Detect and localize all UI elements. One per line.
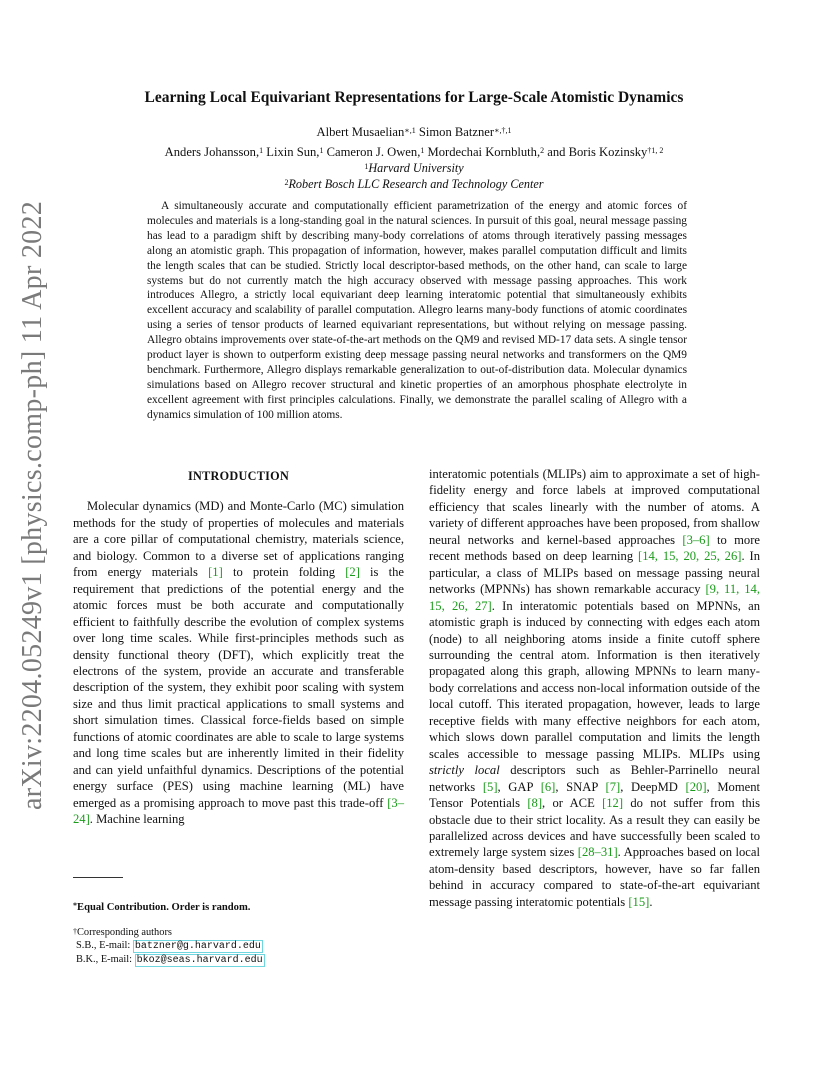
emphasis-text: strictly local (429, 763, 500, 778)
author-affil-marker: 1 (259, 146, 264, 155)
citation-link[interactable]: [2] (345, 565, 360, 580)
arxiv-identifier: arXiv:2204.05249v1 [physics.comp-ph] 11 Apr 2022 (17, 200, 48, 810)
body-text: descriptors such as Behler-Parrinello neural networks (429, 763, 760, 794)
citation-link[interactable]: [3–24] (73, 795, 404, 827)
author-line-1 (100, 122, 728, 142)
body-text: . (649, 894, 653, 909)
citation-link[interactable]: [20] (685, 779, 707, 794)
footnote-corresponding (73, 926, 265, 967)
author-name: Simon Batzner (418, 125, 495, 139)
abstract: A simultaneously accurate and computationally efficient parametrization of the energy and atomic forces of molecules and materials is a long-standing goal in the natural sciences. In pursuit of this goal, neural message passing has lead to a paradigm shift by describing many-body correlations of atoms through iteratively passing messages along an atomistic graph. This propagation of information, however, makes parallel computation difficult and limits the length scales that can be studied. Strictly local descriptor-based methods, on the other hand, can scale to large systems but do not currently match the high accuracy observed with message passing approaches. This work introduces Allegro, a strictly local equivariant deep learning interatomic potential that simultaneously exhibits excellent accuracy and scalability of parallel computation. Allegro learns many-body functions of atomic coordinates using a series of tensor products of learned equivariant representations, but without relying on message passing. Allegro obtains improvements over state-of-the-art methods on the QM9 and revised MD-17 data sets. A single tensor product layer is shown to outperform existing deep message passing neural networks and transformers on the QM9 benchmark. Furthermore, Allegro displays remarkable generalization to out-of-distribution data. Molecular dynamics simulations based on Allegro recover structural and kinetic properties of an amorphous phosphate electrolyte in excellent agreement with first principles calculations. Finally, we demonstrate the parallel scaling of Allegro with a dynamics simulation of 100 million atoms. (147, 200, 687, 421)
body-text: Molecular dynamics (MD) and Monte-Carlo (MC) simulation methods for the study of properties of molecules and materials are a core pillar of computational chemistry, materials science, and biology. Common to a diverse set of applications ranging from energy materials (73, 499, 404, 580)
body-text: interatomic potentials (MLIPs) aim to approximate a set of high-fidelity energy and force labels at improved computational efficiency that scales linearly with the number of atoms. A variety of different approaches have been proposed, from shallow neural networks and kernel-based approaches (429, 467, 760, 547)
author-name: Mordechai Kornbluth, (427, 145, 541, 159)
author-line-2 (100, 142, 728, 162)
author-list (100, 122, 728, 162)
intro-paragraph (73, 498, 404, 827)
body-text: do not suffer from this obstacle due to their strict locality. As a result they can easily be parallelized across devices and have successfully been scaled to extremely large system sizes (429, 796, 761, 860)
author-name: Albert Musaelian (316, 125, 405, 139)
footnote-marker: * (73, 901, 77, 910)
affil-text: Robert Bosch LLC Research and Technology Center (288, 177, 544, 191)
affil-marker: 1 (364, 162, 369, 171)
citation-link[interactable]: [7] (605, 779, 621, 794)
affil-marker: 2 (284, 178, 289, 187)
paper-title: Learning Local Equivariant Representations for Large-Scale Atomistic Dynamics (144, 89, 684, 106)
left-column (73, 468, 404, 828)
citation-link[interactable]: [28–31] (577, 845, 618, 860)
citation-link[interactable]: [8] (527, 796, 543, 811)
body-text: , or ACE (542, 796, 603, 811)
body-text: . In interatomic potentials based on MPNNs, an atomistic graph is induced by connecting with edges each atom (node) to all neighboring atoms inside a finite cutoff sphere surrounding the central atom. Information is then iteratively propagated along this graph, allowing MPNNs to learn many-body correlations and access non-local information outside of the local cutoff. This iterated propagation, however, leads to large receptive fields with many effective neighbors for each atom, which slows down parallel computation and limits the length scales accessible to message passing MLIPs. MLIPs using (429, 598, 760, 761)
author-name: Anders Johansson, (164, 145, 260, 159)
email-label: S.B., E-mail: (76, 940, 131, 951)
body-text: . Machine learning (89, 812, 185, 827)
citation-link[interactable]: [1] (208, 565, 223, 580)
body-text: , Moment Tensor Potentials (429, 779, 761, 811)
affil-text: Harvard University (368, 161, 464, 175)
citation-link[interactable]: [6] (540, 779, 556, 794)
citation-link[interactable]: [9, 11, 14, 15, 26, 27] (429, 582, 760, 613)
body-text: , DeepMD (620, 779, 686, 794)
footnote-rule (73, 877, 123, 878)
affiliation (100, 160, 728, 176)
email-line (73, 953, 265, 967)
footnote-marker: † (73, 927, 77, 936)
body-text: to more recent methods based on deep learning (429, 532, 760, 564)
body-text: . Approaches based on local atom-density based descriptors, however, have so far fallen behind in accuracy compared to state-of-the-art equivariant message passing interatomic potentials (429, 845, 760, 909)
body-text: is the requirement that predictions of the potential energy and the atomic forces must be both accurate and computationally efficient to faithfully describe the evolution of complex systems over long time scales. While first-principles methods such as density functional theory (DFT), which explicitly treat the electrons of the system, provide an accurate and transferable description of the system, they exhibit poor scaling with system size and thus limit practical applications to small systems and short simulation times. Classical force-fields based on simple functions of atomic coordinates are able to scale to large systems and long time scales but are inherently limited in their fidelity and can yield unfaithful dynamics. Descriptions of the potential energy surface (PES) using machine learning (ML) have emerged as a promising approach to move past this trade-off (73, 565, 404, 810)
author-name: Cameron J. Owen, (326, 145, 421, 159)
citation-link[interactable]: [5] (482, 779, 498, 794)
author-affil-marker: ∗,1 (404, 126, 416, 135)
body-text: to protein folding (222, 565, 346, 580)
footnote-equal-contribution (73, 902, 250, 913)
author-affil-marker: 1 (420, 146, 425, 155)
footnote-text: Corresponding authors (77, 927, 172, 938)
body-text: , GAP (497, 779, 541, 794)
citation-link[interactable]: [15] (628, 894, 650, 909)
section-heading: INTRODUCTION (187, 469, 290, 483)
body-text: , SNAP (555, 779, 606, 794)
author-affil-marker: †1, 2 (647, 146, 664, 155)
citation-link[interactable]: [12] (602, 796, 624, 811)
email-link[interactable]: batzner@g.harvard.edu (134, 941, 261, 952)
intro-paragraph-continued (429, 466, 760, 910)
right-column (429, 466, 760, 910)
body-text: . In particular, a class of MLIPs based on message passing neural networks (MPNNs) has shown remarkable accuracy (429, 549, 761, 597)
email-label: B.K., E-mail: (76, 954, 132, 965)
email-line (73, 939, 265, 953)
author-name: Lixin Sun, (266, 145, 320, 159)
citation-link[interactable]: [3–6] (682, 532, 710, 547)
author-affil-marker: 1 (319, 146, 324, 155)
affiliation-list (100, 160, 728, 192)
author-name: and Boris Kozinsky (547, 145, 648, 159)
affiliation (100, 176, 728, 192)
footnote-text: Equal Contribution. Order is random. (77, 902, 251, 913)
email-link[interactable]: bkoz@seas.harvard.edu (136, 955, 263, 966)
author-affil-marker: 2 (540, 146, 545, 155)
citation-link[interactable]: [14, 15, 20, 25, 26] (638, 549, 742, 564)
author-affil-marker: ∗,†,1 (494, 126, 512, 135)
